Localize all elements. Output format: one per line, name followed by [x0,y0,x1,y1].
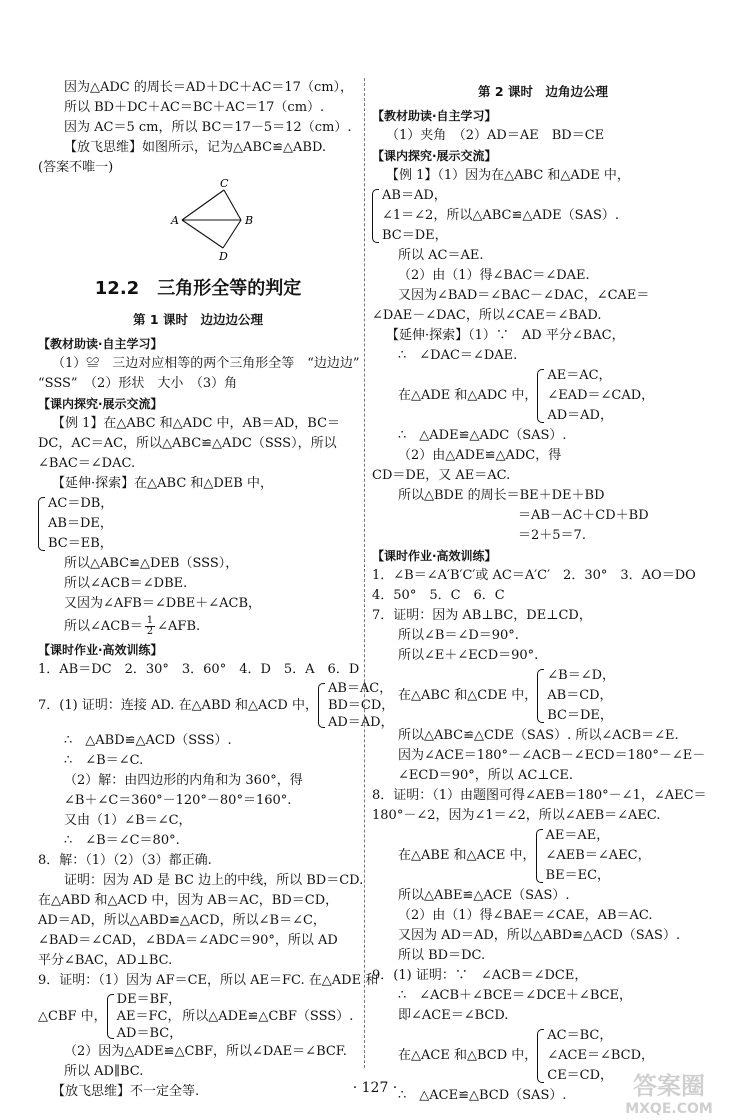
text-block: 所以△ABE≌△ACE（SAS）. （2）由（1）得∠BAE＝∠CAE，AB＝AC. 又因为 AD＝AD，所以△ABD≌△ACD（SAS）. 所以 BD＝DC. [398,888,681,963]
point-label-b: B [245,214,254,227]
brace-item: DE＝BF， [116,992,182,1007]
text-line: AD＝AD，所以△ABD≌△ACD，所以∠B＝∠C， [38,913,326,928]
brace-item: CE＝CD， [547,1068,614,1083]
brace-item: BC＝DE， [547,708,613,723]
text-line: ∠BAD＝∠CAD，∠BDA＝∠ADC＝90°，所以 AD [38,933,338,948]
lesson-title: 第 2 课时 边角边公理 [478,84,608,99]
page-number: · 127 · [352,1080,398,1096]
brace-item: AE＝AE， [545,828,610,843]
point-label-d: D [219,250,228,262]
brace-group [38,494,358,554]
brace-item: AE＝FC， [116,1009,181,1024]
fangfei-note: 【放飞思维】如图所示，记为△ABC≌△ABD. [64,140,327,155]
text-line: DC，AC＝AC，所以△ABC≌△ADC（SSS），所以 [38,436,337,451]
text-line: ＝AB－AC＋CD＋BD [518,508,649,523]
brace-item: BC＝EB， [48,536,113,551]
brace-item: AB＝AD， [382,188,447,203]
section-tag: 【课时作业·高效训练】 [372,549,497,563]
brace-item: AD＝AD， [547,408,613,423]
text-line: 180°－∠2，因为∠1＝∠2，所以∠AEB＝∠AEC. [372,808,661,823]
brace-item: AB＝CD， [547,688,613,703]
right-column [372,78,714,1106]
text-block: ∴ ∠ACB＋∠BCE＝∠DCE＋∠BCE， 即∠ACE＝∠BCD. [398,988,633,1023]
text-line: 平分∠BAC，AD⊥BC. [38,953,173,968]
section-tag: 【课内探究·展示交流】 [372,149,497,163]
brace-item: AD＝AD， [327,715,394,730]
fraction-line: 所以∠ACB＝ $\frac{1}{2}$ ∠AFB. [64,615,201,637]
text-line: 1．∠B＝∠A′B′C′或 AC＝A′C′ 2．30° 3．AO＝DO [372,568,696,583]
column-divider [364,78,365,1068]
brace-item: BC＝DE， [382,228,448,243]
brace-line: 7．(1) 证明：连接 AD. 在△ABD 和△ACD 中， AB＝AC， BD＝CD， AD＝AD， [38,681,395,730]
text-block: （2）因为△ADE≌△CBF，所以∠DAE＝∠BCF. 所以 AD∥BC. [64,1044,347,1079]
brace-item: BE＝EC， [545,868,611,883]
brace-group [372,186,714,246]
text-block: 所以∠B＝∠D＝90°. 所以∠E＋∠ECD＝90°. [398,628,539,663]
watermark-logo [594,1068,744,1118]
text-line: “SSS” （2）形状 大小 （3）角 [38,376,238,391]
watermark-url: MXQE.COM [625,1101,713,1117]
section-title: 12.2 三角形全等的判定 [94,278,302,299]
text-line: 8．解：（1）（2）（3）都正确. [38,853,212,868]
brace-item: ∠1＝∠2，所以△ABC≌△ADE（SAS）. [382,208,619,223]
brace-item: AE＝AC， [547,368,612,383]
brace-item: ∠B＝∠D， [547,668,616,683]
point-label-c: C [220,178,229,190]
text-block: 所以△ABC≌△CDE（SAS）. 所以∠ACB＝∠E. 因为∠ACE＝180°－∠ACB－∠ECD＝180°－∠E－ ∠ECD＝90°，所以 AC⊥CE. [398,728,706,783]
text-line: 4．50° 5．C 6．C [372,588,505,603]
text-line: 所以△BDE 的周长＝BE＋DE＋BD [398,488,605,503]
brace-item: AC＝BC， [547,1028,613,1043]
text-line: ∠BAC＝∠DAC. [38,456,136,471]
text-block: 所以 AC＝AE. （2）由（1）得∠BAC＝∠DAE. 又因为∠BAD＝∠BAC－∠DAC，∠CAE＝ [398,248,650,303]
text-block: ∴ △ABD≌△ACD（SSS）. ∴ ∠B＝∠C. （2）解：由四边形的内角和为 360°，得 ∠B＋∠C＝360°－120°－80°＝160°. 又由（1）∠B＝∠C， ∴ ∠B＝∠C＝80°. [64,733,303,848]
text-line: CD＝DE，又 AE＝AC. [372,468,511,483]
brace-item: ∠AEB＝∠AEC， [545,848,651,863]
kite-figure [38,178,358,262]
text-line: 8．证明：（1）由题图可得∠AEB＝180°－∠1，∠AEC＝ [372,788,707,803]
brace-item: ∠ACE＝∠BCD， [547,1048,655,1063]
brace-line: 在△ABE 和△ACE 中， AE＝AE， ∠AEB＝∠AEC， BE＝EC， [372,826,714,886]
section-tag: 【教材助读·自主学习】 [372,109,497,123]
text-line: 【例 1】（1）因为在△ABC 和△ADE 中， [386,168,630,183]
answer-note: (答案不唯一) [38,160,114,175]
text-line: 因为△ADC 的周长＝AD＋DC＋AC＝17（cm）， [64,80,354,95]
fangfei-note: 【放飞思维】不一定全等. [52,1084,200,1099]
brace-line: △CBF 中， DE＝BF， AE＝FC， AD＝BC， 所以△ADE≌△CBF（SSS）. [38,992,354,1041]
text-line: 1．AB＝DC 2．30° 3．60° 4．D 5．A 6．D [38,662,360,677]
brace-item: ∠EAD＝∠CAD， [547,388,655,403]
text-line: （1）夹角 （2）AD＝AE BD＝CE [386,128,605,143]
brace-line: 在△ADE 和△ADC 中， AE＝AC， ∠EAD＝∠CAD， AD＝AD， [372,366,714,426]
text-line: 因为 AC＝5 cm，所以 BC＝17－5＝12（cm）. [64,120,352,135]
text-line: 【延伸·探索】在△ABC 和△DEB 中， [52,476,273,491]
section-tag: 【课时作业·高效训练】 [38,643,163,657]
brace-line: 在△ABC 和△CDE 中， ∠B＝∠D， AB＝CD， BC＝DE， [372,666,714,726]
text-line: 9．证明：（1）因为 AF＝CE，所以 AE＝FC. 在△ADE 和 [38,973,379,988]
text-line: （1）≌ 三边对应相等的两个三角形全等 “边边边” [52,356,360,371]
text-line: 【例 1】在△ABC 和△ADC 中，AB＝AD，BC＝ [52,416,341,431]
brace-item: AC＝DB， [48,496,114,511]
watermark-title: 答案圈 [633,1072,705,1100]
text-block: 所以△ABC≌△DEB（SSS）， 所以∠ACB＝∠DBE. 又因为∠AFB＝∠DBE＋∠ACB， 所以∠ACB＝ $\frac{1}{2}$ ∠AFB. [38,554,358,640]
text-block: ∴ △ADE≌△ADC（SAS）. （2）由△ADE≌△ADC，得 [398,428,567,463]
brace-item: BD＝CD， [327,698,395,713]
text-line: 证明：因为 AD 是 BC 边上的中线，所以 BD＝CD. [64,873,364,888]
text-line: 所以 BD＋DC＋AC＝BC＋AC＝17（cm）. [64,100,325,115]
brace-item: AD＝BC， [116,1026,183,1041]
fraction: $\frac{1}{2}$ [146,615,154,637]
text-line: ∴ △ACE≌△BCD（SAS）. [398,1088,567,1103]
text-line: ∴ ∠DAC＝∠DAE. [398,348,518,363]
text-line: 在△ABD 和△ACD 中，因为 AB＝AC，BD＝CD， [38,893,339,908]
text-line: 【延伸·探索】（1）∵ AD 平分∠BAC， [386,328,625,343]
text-line: 7．证明：因为 AB⊥BC，DE⊥CD， [372,608,592,623]
section-tag: 【教材助读·自主学习】 [38,337,163,351]
text-line: ∠DAE－∠DAC，所以∠CAE＝∠BAD. [372,308,602,323]
brace-line: 在△ACE 和△BCD 中， AC＝BC， ∠ACE＝∠BCD， CE＝CD， [372,1026,714,1086]
point-label-a: A [171,214,179,227]
brace-item: AB＝AC， [327,681,393,696]
brace-item: AB＝DE， [48,516,113,531]
text-line: 9．(1) 证明：∵ ∠ACB＝∠DCE， [372,968,588,983]
section-tag: 【课内探究·展示交流】 [38,397,163,411]
lesson-title: 第 1 课时 边边边公理 [133,312,263,327]
text-line: ＝2＋5＝7. [518,528,586,543]
